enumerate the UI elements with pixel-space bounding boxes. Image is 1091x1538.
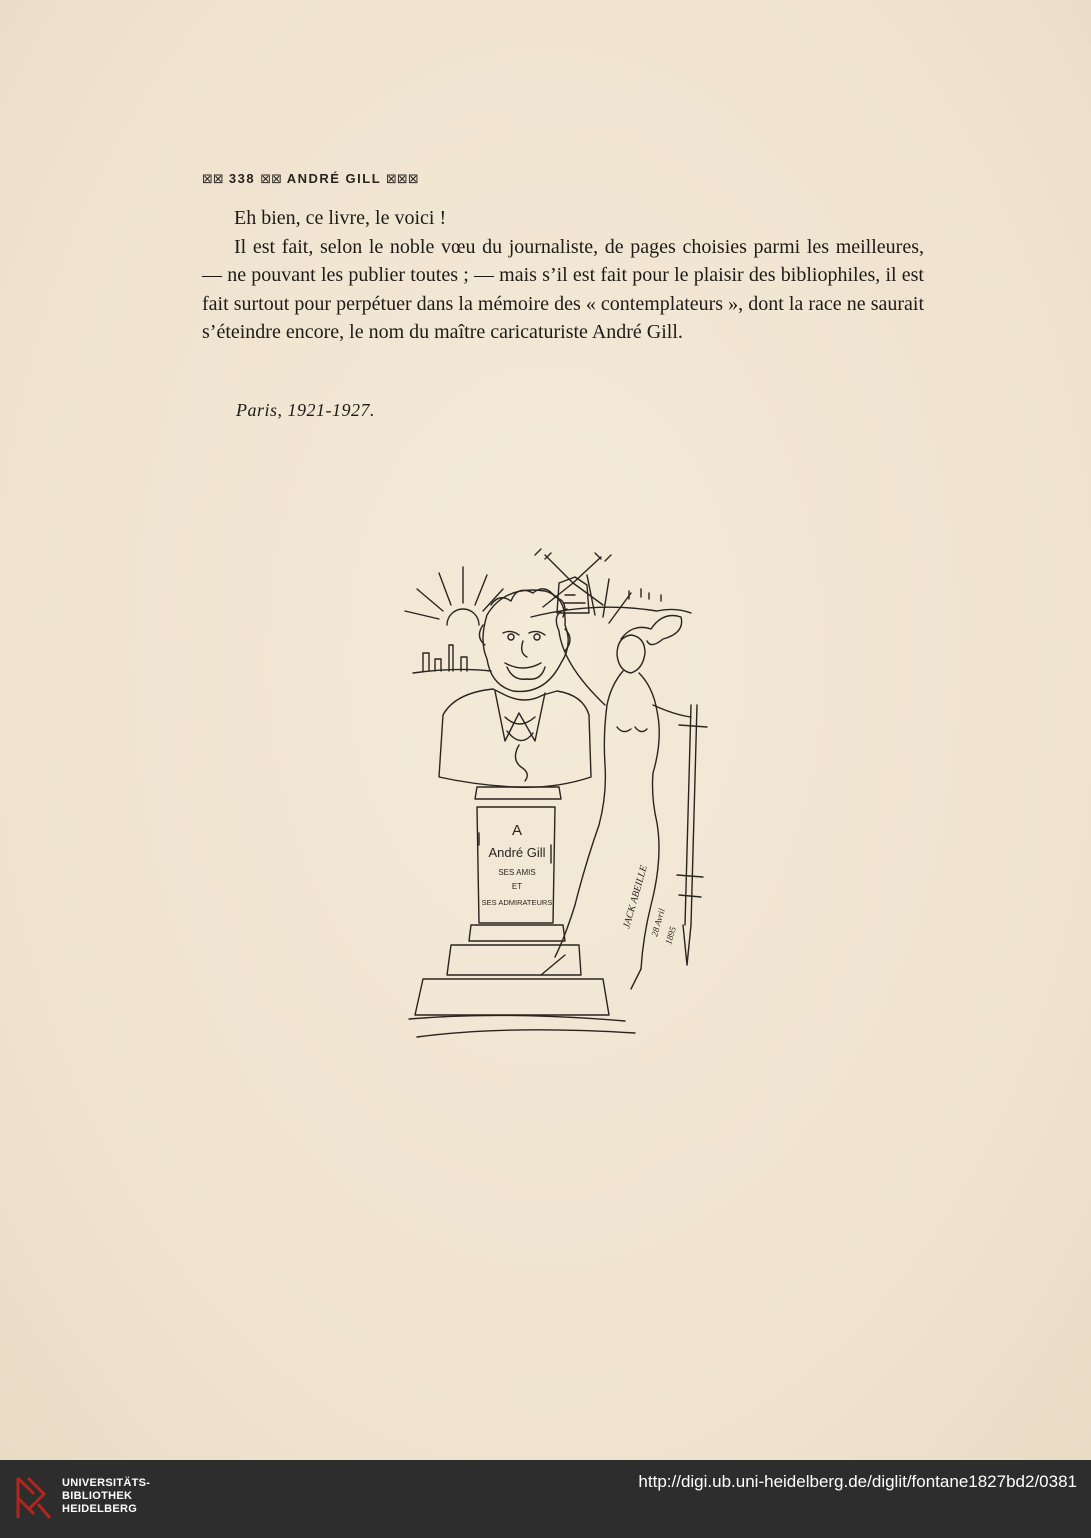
pedestal-line-1: A (511, 822, 523, 839)
signature-name: JACK ABEILLE (621, 864, 650, 930)
pedestal-line-5: SES ADMIRATEURS (481, 898, 553, 907)
caricature-illustration (395, 545, 715, 1055)
source-url-link[interactable]: http://digi.ub.uni-heidelberg.de/diglit/fontane1827bd2/0381 (638, 1472, 1077, 1491)
artist-signature (621, 864, 678, 945)
library-name-line-3: HEIDELBERG (62, 1503, 138, 1515)
pedestal-line-4: ET (511, 882, 523, 891)
pedestal-line-3: SES AMIS (498, 868, 536, 877)
signature-year: 1895 (663, 925, 678, 946)
library-name-line-1: UNIVERSITÄTS- (62, 1477, 151, 1489)
sun-drawing (405, 567, 503, 625)
pedestal-line-2: André Gill (488, 845, 546, 860)
running-head (202, 171, 419, 187)
library-name (62, 1477, 150, 1516)
windmill-drawing (535, 549, 611, 613)
staff-drawing (677, 705, 707, 965)
bust-head-drawing (479, 589, 570, 692)
ornament-mid: ⊠⊠ (260, 171, 283, 186)
library-footer (0, 1460, 1091, 1538)
body-text (202, 204, 924, 347)
library-name-line-2: BIBLIOTHEK (62, 1490, 133, 1502)
page-number: 338 (228, 171, 256, 186)
paragraph-1: Eh bien, ce livre, le voici ! (234, 207, 447, 229)
dateline: Paris, 1921-1927. (236, 400, 375, 420)
ornament-left: ⊠⊠ (202, 171, 224, 186)
university-library-logo-icon (14, 1474, 54, 1522)
paragraph-2: Il est fait, selon le noble vœu du journaliste, de pages choisies parmi les meilleures, — ne pouvant les publier toutes ; — mais s’il est fait pour le plaisir des bibliophiles, il est fait surtout pour perpétuer dans la mémoire des « contemplateurs », dont la race ne saurait s’éteindre encore, le nom du maître caricaturiste André Gill. (202, 235, 924, 343)
ornament-right: ⊠⊠⊠ (386, 171, 419, 186)
running-title: ANDRÉ GILL (286, 171, 381, 186)
signature-date: 28 Avril (649, 907, 667, 938)
